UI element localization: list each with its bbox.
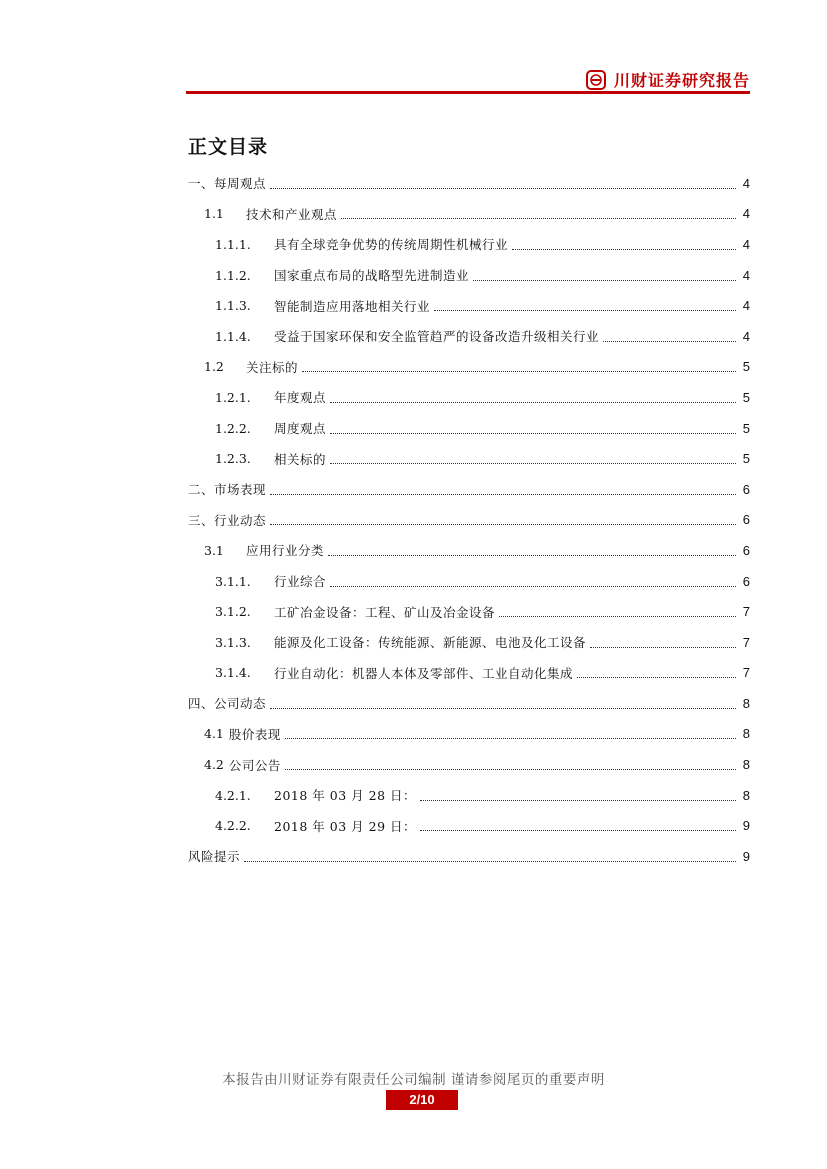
toc-leader-dots	[420, 800, 736, 801]
toc-entry-text: 受益于国家环保和安全监管趋严的设备改造升级相关行业	[274, 329, 600, 345]
toc-entry-page: 6	[742, 542, 750, 558]
toc-entry-text: 关注标的	[246, 359, 299, 375]
toc-entry-number: 1.2.1.	[215, 389, 251, 405]
toc-entry-text: 国家重点布局的战略型先进制造业	[274, 268, 470, 284]
toc-entry-text: 技术和产业观点	[246, 206, 338, 222]
toc-entry-page: 5	[742, 389, 750, 405]
toc-entry[interactable]	[188, 719, 750, 750]
toc-entry-page: 4	[742, 298, 750, 314]
header-rule	[186, 91, 750, 94]
table-of-contents	[188, 168, 750, 872]
toc-leader-dots	[330, 402, 736, 403]
toc-leader-dots	[270, 494, 736, 495]
toc-entry[interactable]	[188, 382, 750, 413]
toc-entry-number: 3.1.3.	[215, 634, 251, 650]
toc-entry-text: 工矿冶金设备：工程、矿山及冶金设备	[274, 604, 496, 620]
toc-title: 正文目录	[188, 136, 269, 158]
toc-entry-page: 8	[742, 695, 750, 711]
toc-entry-text: 周度观点	[274, 421, 327, 437]
toc-entry-number: 3.1.1.	[215, 573, 251, 589]
toc-entry-number: 1.1.1.	[215, 236, 251, 252]
toc-leader-dots	[330, 433, 736, 434]
toc-entry-text: 应用行业分类	[246, 543, 325, 559]
toc-entry[interactable]	[188, 168, 750, 199]
toc-entry[interactable]	[188, 290, 750, 321]
toc-entry-page: 5	[742, 451, 750, 467]
toc-entry-text: 风险提示	[188, 849, 241, 865]
toc-entry[interactable]	[188, 841, 750, 872]
toc-entry-number: 3.1	[204, 542, 224, 558]
toc-entry[interactable]	[188, 474, 750, 505]
toc-entry-text: 公司公告	[228, 757, 281, 773]
toc-leader-dots	[302, 371, 736, 372]
toc-entry-text: 相关标的	[274, 451, 327, 467]
toc-leader-dots	[330, 463, 736, 464]
toc-entry[interactable]	[188, 627, 750, 658]
toc-leader-dots	[420, 830, 736, 831]
toc-entry-page: 4	[742, 267, 750, 283]
toc-leader-dots	[603, 341, 736, 342]
toc-leader-dots	[285, 769, 736, 770]
toc-entry[interactable]	[188, 321, 750, 352]
toc-entry-text: 2018 年 03 月 29 日：	[274, 818, 416, 834]
toc-entry-page: 5	[742, 420, 750, 436]
toc-entry-text: 年度观点	[274, 390, 327, 406]
toc-entry-page: 4	[742, 206, 750, 222]
toc-entry-page: 7	[742, 604, 750, 620]
toc-leader-dots	[270, 524, 736, 525]
toc-leader-dots	[590, 647, 736, 648]
toc-entry[interactable]	[188, 505, 750, 536]
toc-entry-page: 7	[742, 665, 750, 681]
toc-entry-page: 7	[742, 634, 750, 650]
toc-entry[interactable]	[188, 810, 750, 841]
toc-entry-page: 5	[742, 359, 750, 375]
toc-entry-page: 9	[742, 848, 750, 864]
toc-entry[interactable]	[188, 658, 750, 689]
toc-leader-dots	[499, 616, 736, 617]
toc-entry[interactable]	[188, 352, 750, 383]
toc-entry-text: 2018 年 03 月 28 日：	[274, 788, 416, 804]
toc-entry[interactable]	[188, 596, 750, 627]
toc-entry[interactable]	[188, 749, 750, 780]
toc-entry-text: 三、行业动态	[188, 512, 267, 528]
toc-entry-page: 4	[742, 175, 750, 191]
toc-entry-number: 1.2.3.	[215, 451, 251, 467]
page-header	[186, 60, 750, 94]
toc-entry-text: 具有全球竞争优势的传统周期性机械行业	[274, 237, 509, 253]
toc-entry-number: 3.1.4.	[215, 665, 251, 681]
toc-entry-text: 二、市场表现	[188, 482, 267, 498]
toc-leader-dots	[244, 861, 736, 862]
company-logo-icon	[586, 70, 606, 90]
toc-leader-dots	[473, 280, 736, 281]
toc-entry-text: 股价表现	[228, 726, 281, 742]
toc-entry-page: 8	[742, 757, 750, 773]
toc-leader-dots	[270, 188, 736, 189]
page-number-badge: 2/10	[386, 1090, 458, 1110]
toc-leader-dots	[341, 218, 736, 219]
toc-entry-number: 1.2.2.	[215, 420, 251, 436]
toc-leader-dots	[434, 310, 736, 311]
toc-entry-page: 8	[742, 726, 750, 742]
toc-entry-number: 4.2.2.	[215, 818, 251, 834]
toc-entry[interactable]	[188, 688, 750, 719]
brand	[586, 68, 750, 91]
toc-entry[interactable]	[188, 443, 750, 474]
toc-entry-number: 4.2	[204, 757, 224, 773]
toc-entry[interactable]	[188, 780, 750, 811]
toc-entry-text: 能源及化工设备：传统能源、新能源、电池及化工设备	[274, 635, 587, 651]
toc-entry[interactable]	[188, 229, 750, 260]
toc-entry-page: 9	[742, 818, 750, 834]
toc-entry-text: 智能制造应用落地相关行业	[274, 298, 431, 314]
toc-entry-page: 6	[742, 573, 750, 589]
toc-entry[interactable]	[188, 566, 750, 597]
toc-entry-page: 6	[742, 512, 750, 528]
toc-entry-page: 6	[742, 481, 750, 497]
toc-entry-number: 4.1	[204, 726, 224, 742]
toc-entry[interactable]	[188, 413, 750, 444]
toc-leader-dots	[330, 586, 736, 587]
toc-entry-number: 1.1.4.	[215, 328, 251, 344]
toc-entry-page: 8	[742, 787, 750, 803]
toc-entry[interactable]	[188, 260, 750, 291]
toc-entry-text: 行业综合	[274, 574, 327, 590]
toc-entry-text: 行业自动化：机器人本体及零部件、工业自动化集成	[274, 665, 574, 681]
toc-entry-number: 3.1.2.	[215, 604, 251, 620]
toc-leader-dots	[328, 555, 736, 556]
toc-leader-dots	[512, 249, 736, 250]
brand-name: 川财证券研究报告	[613, 71, 750, 90]
toc-entry[interactable]	[188, 199, 750, 230]
footer-disclaimer: 本报告由川财证券有限责任公司编制 谨请参阅尾页的重要声明	[222, 1072, 605, 1088]
toc-entry-text: 一、每周观点	[188, 176, 267, 192]
toc-leader-dots	[577, 677, 736, 678]
toc-entry-number: 1.2	[204, 359, 224, 375]
toc-entry-text: 四、公司动态	[188, 696, 267, 712]
toc-entry-number: 1.1.3.	[215, 298, 251, 314]
toc-entry-number: 1.1	[204, 206, 224, 222]
toc-leader-dots	[285, 738, 736, 739]
toc-leader-dots	[270, 708, 736, 709]
toc-entry-page: 4	[742, 328, 750, 344]
toc-entry[interactable]	[188, 535, 750, 566]
toc-entry-number: 4.2.1.	[215, 787, 251, 803]
toc-entry-number: 1.1.2.	[215, 267, 251, 283]
toc-entry-page: 4	[742, 236, 750, 252]
